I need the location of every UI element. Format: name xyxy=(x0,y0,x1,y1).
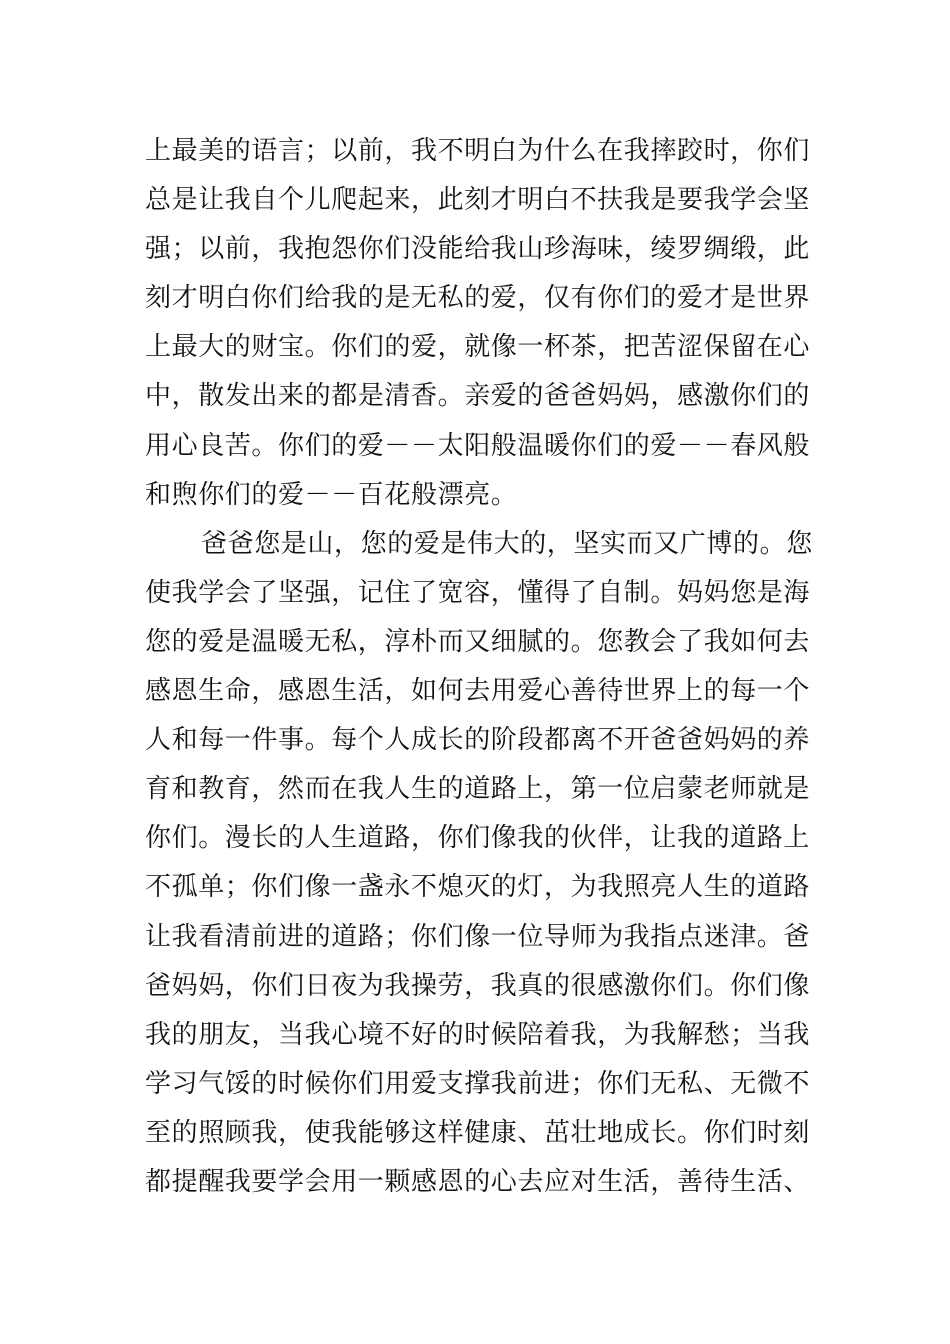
body-text xyxy=(145,127,813,1207)
text-line: 使我学会了坚强，记住了宽容，懂得了自制。妈妈您是海 xyxy=(145,577,811,608)
text-line: 我的朋友，当我心境不好的时候陪着我，为我解愁；当我 xyxy=(145,1019,811,1050)
text-line: 上最大的财宝。你们的爱，就像一杯茶，把苦涩保留在心 xyxy=(145,332,811,363)
text-line: 让我看清前进的道路；你们像一位导师为我指点迷津。爸 xyxy=(145,921,811,952)
text-line: 用心良苦。你们的爱－－太阳般温暖你们的爱－－春风般 xyxy=(145,430,811,461)
text-line: 至的照顾我，使我能够这样健康、茁壮地成长。你们时刻 xyxy=(145,1117,811,1148)
text-line: 学习气馁的时候你们用爱支撑我前进；你们无私、无微不 xyxy=(145,1068,811,1099)
text-line: 总是让我自个儿爬起来，此刻才明白不扶我是要我学会坚 xyxy=(145,185,811,216)
text-line: 不孤单；你们像一盏永不熄灭的灯，为我照亮人生的道路 xyxy=(145,872,811,903)
text-line: 育和教育，然而在我人生的道路上，第一位启蒙老师就是 xyxy=(145,774,811,805)
text-line: 您的爱是温暖无私，淳朴而又细腻的。您教会了我如何去 xyxy=(145,626,811,657)
text-line: 感恩生命，感恩生活，如何去用爱心善待世界上的每一个 xyxy=(145,676,811,707)
text-line: 和煦你们的爱－－百花般漂亮。 xyxy=(145,479,518,510)
text-line: 都提醒我要学会用一颗感恩的心去应对生活，善待生活、 xyxy=(145,1166,811,1197)
paragraph-start-line: 爸爸您是山，您的爱是伟大的，坚实而又广博的。您 xyxy=(201,528,813,559)
text-line: 上最美的语言；以前，我不明白为什么在我摔跤时，你们 xyxy=(145,136,811,166)
text-line: 你们。漫长的人生道路，你们像我的伙伴，让我的道路上 xyxy=(145,823,811,854)
text-line: 人和每一件事。每个人成长的阶段都离不开爸爸妈妈的养 xyxy=(145,725,811,756)
text-line: 爸妈妈，你们日夜为我操劳，我真的很感激你们。你们像 xyxy=(145,970,811,1001)
text-line: 强；以前，我抱怨你们没能给我山珍海味，绫罗绸缎，此 xyxy=(145,234,811,265)
text-line: 刻才明白你们给我的是无私的爱，仅有你们的爱才是世界 xyxy=(145,283,811,314)
text-line: 中，散发出来的都是清香。亲爱的爸爸妈妈，感激你们的 xyxy=(145,381,811,412)
